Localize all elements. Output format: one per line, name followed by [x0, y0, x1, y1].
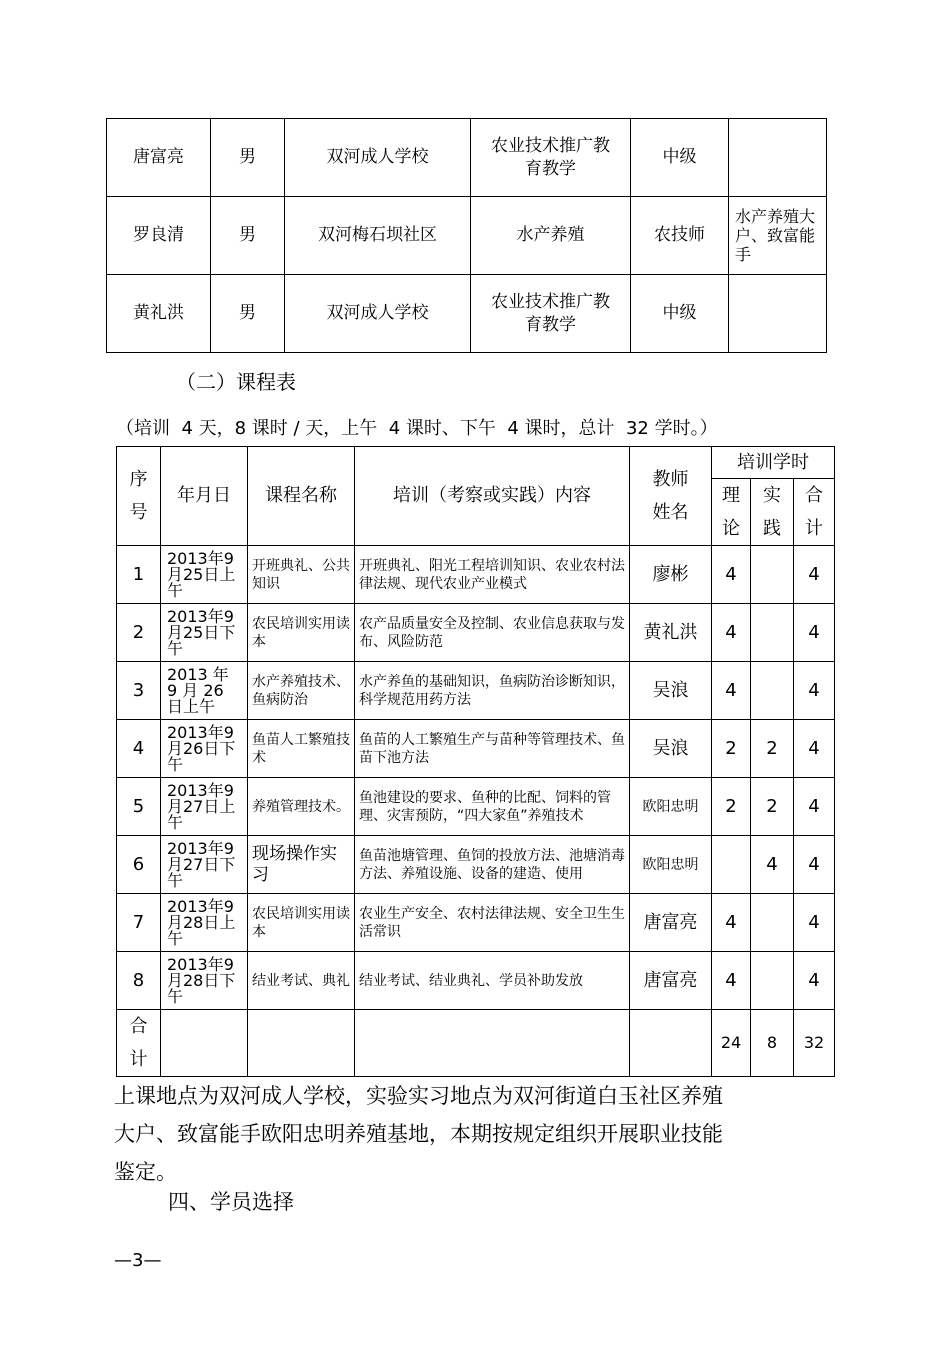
course-name: 鱼苗人工繁殖技术	[248, 720, 355, 778]
teacher-title: 中级	[631, 275, 729, 353]
course-seq: 6	[117, 836, 161, 894]
course-teacher: 唐富亮	[630, 952, 712, 1010]
header-practice	[751, 479, 794, 546]
course-seq: 4	[117, 720, 161, 778]
course-total: 4	[794, 604, 835, 662]
course-total: 4	[794, 952, 835, 1010]
course-seq: 3	[117, 662, 161, 720]
header-total	[794, 479, 835, 546]
section-title: （二）课程表	[176, 370, 296, 394]
total-practice: 8	[751, 1010, 794, 1077]
course-row	[117, 952, 835, 1010]
header-course-name: 课程名称	[248, 447, 355, 546]
header-content: 培训（考察或实践）内容	[355, 447, 630, 546]
teacher-major: 水产养殖	[471, 197, 631, 275]
total-theory: 24	[712, 1010, 751, 1077]
course-content: 结业考试、结业典礼、学员补助发放	[355, 952, 630, 1010]
teacher-table	[106, 118, 827, 353]
empty-cell	[248, 1010, 355, 1077]
course-note: （培训 4 天，8 课时 / 天，上午 4 课时、下午 4 课时，总计 32 学时。）	[116, 418, 718, 439]
course-content: 农产品质量安全及控制、农业信息获取与发布、风险防范	[355, 604, 630, 662]
empty-cell	[630, 1010, 712, 1077]
teacher-note	[729, 119, 827, 197]
course-name: 开班典礼、公共知识	[248, 546, 355, 604]
header-practice-label: 实践	[763, 485, 781, 539]
teacher-row	[107, 197, 827, 275]
teacher-row	[107, 119, 827, 197]
course-practice: 2	[751, 778, 794, 836]
course-content: 鱼池建设的要求、鱼种的比配、饲料的管理、灾害预防，“四大家鱼”养殖技术	[355, 778, 630, 836]
course-total-row	[117, 1010, 835, 1077]
teacher-gender: 男	[211, 119, 285, 197]
teacher-unit: 双河梅石坝社区	[285, 197, 471, 275]
course-name: 农民培训实用读本	[248, 894, 355, 952]
course-row	[117, 778, 835, 836]
course-date: 2013 年 9 月 26 日上午	[161, 662, 248, 720]
course-theory: 4	[712, 952, 751, 1010]
teacher-title: 农技师	[631, 197, 729, 275]
teacher-unit: 双河成人学校	[285, 275, 471, 353]
course-table	[116, 446, 835, 1077]
header-seq-label: 序号	[129, 469, 148, 523]
course-seq: 2	[117, 604, 161, 662]
course-content: 水产养鱼的基础知识，鱼病防治诊断知识，科学规范用药方法	[355, 662, 630, 720]
course-theory: 4	[712, 604, 751, 662]
course-row	[117, 546, 835, 604]
total-all: 32	[794, 1010, 835, 1077]
course-date: 2013年9月28日下午	[161, 952, 248, 1010]
course-teacher: 吴浪	[630, 720, 712, 778]
course-name: 农民培训实用读本	[248, 604, 355, 662]
course-teacher: 唐富亮	[630, 894, 712, 952]
course-name: 现场操作实习	[248, 836, 355, 894]
course-theory: 2	[712, 720, 751, 778]
course-teacher: 欧阳忠明	[630, 778, 712, 836]
course-theory: 4	[712, 546, 751, 604]
course-practice	[751, 604, 794, 662]
teacher-name: 唐富亮	[107, 119, 211, 197]
course-name: 养殖管理技术。	[248, 778, 355, 836]
teacher-row	[107, 275, 827, 353]
teacher-note	[729, 275, 827, 353]
course-teacher: 黄礼洪	[630, 604, 712, 662]
course-practice	[751, 662, 794, 720]
course-row	[117, 604, 835, 662]
course-name: 水产养殖技术、鱼病防治	[248, 662, 355, 720]
course-seq: 1	[117, 546, 161, 604]
teacher-name: 黄礼洪	[107, 275, 211, 353]
course-row	[117, 894, 835, 952]
teacher-note: 水产养殖大户、致富能手	[729, 197, 827, 275]
course-total: 4	[794, 720, 835, 778]
course-practice	[751, 952, 794, 1010]
course-theory: 2	[712, 778, 751, 836]
header-theory	[712, 479, 751, 546]
course-total: 4	[794, 662, 835, 720]
teacher-gender: 男	[211, 275, 285, 353]
section-four-title: 四、学员选择	[168, 1190, 294, 1214]
header-seq	[117, 447, 161, 546]
course-teacher: 吴浪	[630, 662, 712, 720]
course-total: 4	[794, 778, 835, 836]
course-practice: 2	[751, 720, 794, 778]
course-row	[117, 836, 835, 894]
course-content: 开班典礼、阳光工程培训知识、农业农村法律法规、现代农业产业模式	[355, 546, 630, 604]
header-date: 年月日	[161, 447, 248, 546]
empty-cell	[161, 1010, 248, 1077]
teacher-major: 农业技术推广教育教学	[471, 119, 631, 197]
header-theory-label: 理论	[722, 485, 740, 539]
course-content: 鱼苗的人工繁殖生产与苗种等管理技术、鱼苗下池方法	[355, 720, 630, 778]
course-date: 2013年9月26日下午	[161, 720, 248, 778]
course-practice	[751, 546, 794, 604]
course-date: 2013年9月28日上午	[161, 894, 248, 952]
page-number: —3—	[114, 1250, 162, 1271]
teacher-title: 中级	[631, 119, 729, 197]
course-theory: 4	[712, 662, 751, 720]
course-total: 4	[794, 546, 835, 604]
total-label	[117, 1010, 161, 1077]
course-content: 鱼苗池塘管理、鱼饲的投放方法、池塘消毒方法、养殖设施、设备的建造、使用	[355, 836, 630, 894]
course-seq: 7	[117, 894, 161, 952]
course-theory: 4	[712, 894, 751, 952]
course-row	[117, 662, 835, 720]
course-seq: 8	[117, 952, 161, 1010]
course-date: 2013年9月25日上午	[161, 546, 248, 604]
course-total: 4	[794, 836, 835, 894]
location-paragraph: 上课地点为双河成人学校，实验实习地点为双河街道白玉社区养殖大户、致富能手欧阳忠明养殖基地，本期按规定组织开展职业技能鉴定。	[114, 1084, 723, 1184]
header-total-label: 合计	[805, 485, 823, 539]
course-row	[117, 720, 835, 778]
course-name: 结业考试、典礼	[248, 952, 355, 1010]
course-total: 4	[794, 894, 835, 952]
course-date: 2013年9月27日上午	[161, 778, 248, 836]
teacher-unit: 双河成人学校	[285, 119, 471, 197]
course-theory	[712, 836, 751, 894]
course-content: 农业生产安全、农村法律法规、安全卫生生活常识	[355, 894, 630, 952]
course-teacher: 欧阳忠明	[630, 836, 712, 894]
course-date: 2013年9月27日下午	[161, 836, 248, 894]
course-seq: 5	[117, 778, 161, 836]
header-teacher	[630, 447, 712, 546]
header-teacher-label: 教师姓名	[652, 469, 689, 523]
course-practice	[751, 894, 794, 952]
teacher-major: 农业技术推广教育教学	[471, 275, 631, 353]
course-practice: 4	[751, 836, 794, 894]
total-label-text: 合计	[129, 1016, 148, 1070]
course-date: 2013年9月25日下午	[161, 604, 248, 662]
header-hours: 培训学时	[712, 447, 835, 479]
course-teacher: 廖彬	[630, 546, 712, 604]
teacher-name: 罗良清	[107, 197, 211, 275]
teacher-gender: 男	[211, 197, 285, 275]
empty-cell	[355, 1010, 630, 1077]
